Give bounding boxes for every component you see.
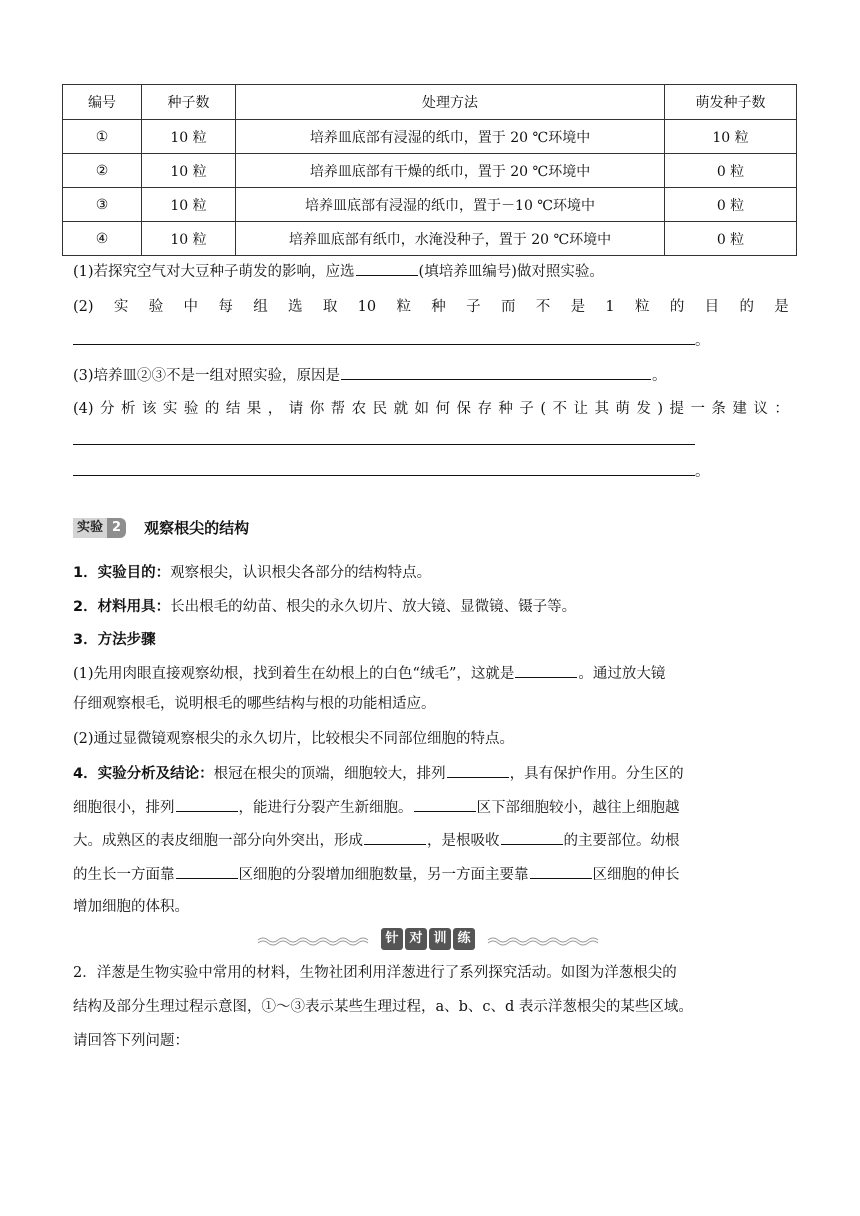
q4-token: (4) (73, 401, 94, 417)
seed-germination-table (62, 84, 797, 256)
question-3 (73, 365, 789, 386)
question-1 (73, 261, 789, 282)
cell-method: 培养皿底部有浸湿的纸巾，置于 20 ℃环境中 (236, 120, 665, 154)
steps-heading (73, 630, 789, 650)
q4-token: 验 (183, 401, 199, 417)
q4-token: 子 (519, 401, 534, 417)
cell-id: ③ (63, 188, 142, 222)
steps-label: 3．方法步骤 (73, 632, 156, 648)
q4-token: 如 (414, 401, 430, 417)
step-2-line (73, 729, 789, 749)
answer-blank (364, 830, 426, 845)
answer-blank (73, 430, 695, 445)
q2-token: 种 (431, 299, 446, 315)
q4-text (73, 399, 789, 419)
q2-token: 的 (669, 299, 685, 315)
period: 。 (695, 333, 710, 349)
q4-token: 让 (573, 401, 588, 417)
conclusion-line-2 (73, 797, 789, 818)
materials-text: 长出根毛的幼苗、根尖的永久切片、放大镜、显微镜、镊子等。 (170, 599, 577, 615)
q4-token: 保 (456, 401, 471, 417)
answer-blank (176, 864, 238, 879)
section-title: 观察根尖的结构 (144, 519, 250, 537)
period: 。 (652, 368, 667, 384)
q2-token: 子 (466, 299, 481, 315)
experiment-badge (73, 518, 126, 538)
q2-token: 实 (113, 299, 129, 315)
training-banner (258, 927, 598, 951)
question2-text: 2．洋葱是生物实验中常用的材料，生物社团利用洋葱进行了系列探究活动。如图为洋葱根尖的 (73, 965, 677, 981)
q4-token: 一 (690, 401, 705, 417)
q2-token: 取 (322, 299, 338, 315)
conclusion-line-4 (73, 864, 789, 885)
cell-germinated: 0 粒 (665, 188, 797, 222)
table-row (63, 120, 797, 154)
q2-token: 是 (774, 299, 789, 315)
conclusion-text: 区细胞的伸长 (592, 867, 680, 883)
conclusion-text: ，具有保护作用。分生区的 (509, 766, 684, 782)
q4-token: 析 (120, 401, 136, 417)
section-heading (73, 517, 249, 538)
q4-token: ， (267, 401, 283, 417)
q4-token: 议 (753, 401, 768, 417)
conclusion-text: 区细胞的分裂增加细胞数量，另一方面主要靠 (238, 867, 529, 883)
q4-token: 提 (669, 401, 684, 417)
conclusion-text: 根冠在根尖的顶端，细胞较大，排列 (213, 766, 446, 782)
q4-token: 存 (477, 401, 492, 417)
col-header-method: 处理方法 (236, 85, 665, 120)
answer-blank (501, 830, 563, 845)
q4-token: 条 (711, 401, 726, 417)
conclusion-text: ，能进行分裂产生新细胞。 (238, 800, 413, 816)
q4-token: 萌 (615, 401, 630, 417)
cell-germinated: 0 粒 (665, 154, 797, 188)
conclusion-text: 的主要部位。幼根 (563, 833, 680, 849)
q4-token: 实 (162, 401, 178, 417)
table-row (63, 222, 797, 256)
aim-line (73, 563, 789, 583)
q2-token: (2) (73, 299, 94, 315)
table-row (63, 154, 797, 188)
aim-text: 观察根尖，认识根尖各部分的结构特点。 (170, 565, 432, 581)
question2-text: 结构及部分生理过程示意图，①～③表示某些生理过程，a、b、c、d 表示洋葱根尖的某些区域。 (73, 999, 693, 1015)
cell-seeds: 10 粒 (142, 188, 236, 222)
q4-token: 该 (141, 401, 157, 417)
cell-method: 培养皿底部有纸巾，水淹没种子，置于 20 ℃环境中 (236, 222, 665, 256)
badge-text: 实验 (73, 518, 107, 538)
conclusion-text: 增加细胞的体积。 (73, 899, 189, 915)
cell-germinated: 10 粒 (665, 120, 797, 154)
q4-token: 结 (225, 401, 241, 417)
q2-token: 粒 (634, 299, 650, 315)
cell-id: ① (63, 120, 142, 154)
q4-token: ( (540, 401, 547, 417)
materials-line (73, 597, 789, 617)
cell-seeds: 10 粒 (142, 120, 236, 154)
q2-token: 粒 (396, 299, 411, 315)
question-2-answer-line (73, 330, 789, 351)
q1-text-a: (1)若探究空气对大豆种子萌发的影响，应选 (73, 264, 355, 280)
col-header-seeds: 种子数 (142, 85, 236, 120)
banner-title (381, 928, 475, 950)
conclusion-label: 4．实验分析及结论： (73, 766, 214, 782)
step-1-line-1 (73, 663, 789, 684)
answer-blank (447, 763, 509, 778)
conclusion-text: 细胞很小，排列 (73, 800, 175, 816)
cell-id: ② (63, 154, 142, 188)
q4-token: 发 (636, 401, 651, 417)
q4-token: 农 (351, 401, 367, 417)
q4-token: 的 (204, 401, 220, 417)
cell-seeds: 10 粒 (142, 222, 236, 256)
answer-blank (73, 461, 695, 476)
answer-blank (356, 261, 418, 276)
step-1-text-c: 仔细观察根毛，说明根毛的哪些结构与根的功能相适应。 (73, 696, 436, 712)
q2-token: 选 (288, 299, 303, 315)
question-2 (73, 297, 789, 317)
q2-token: 目 (704, 299, 720, 315)
q2-token: 中 (183, 299, 199, 315)
question-4-answer-line-2 (73, 461, 789, 482)
q4-token: 帮 (330, 401, 346, 417)
period: 。 (695, 464, 710, 480)
q2-token: 不 (535, 299, 551, 315)
q3-text: (3)培养皿②③不是一组对照实验，原因是 (73, 368, 341, 384)
question2-text: 请回答下列问题： (73, 1033, 189, 1049)
cell-id: ④ (63, 222, 142, 256)
q2-token: 10 (357, 299, 377, 315)
answer-blank (530, 864, 592, 879)
conclusion-line-3 (73, 830, 789, 851)
cell-method: 培养皿底部有浸湿的纸巾，置于－10 ℃环境中 (236, 188, 665, 222)
answer-blank (176, 797, 238, 812)
step-1-text-b: 。通过放大镜 (578, 666, 666, 682)
answer-blank (515, 663, 577, 678)
q2-token: 每 (218, 299, 233, 315)
answer-blank (341, 365, 651, 380)
q4-token: 请 (288, 401, 304, 417)
q4-token: 种 (498, 401, 513, 417)
conclusion-line-5 (73, 897, 789, 917)
q4-token: 不 (552, 401, 567, 417)
conclusion-text: 区下部细胞较小，越往上细胞越 (476, 800, 680, 816)
materials-label: 2．材料用具： (73, 599, 171, 615)
aim-label: 1．实验目的： (73, 565, 171, 581)
banner-char: 训 (429, 928, 451, 950)
cell-seeds: 10 粒 (142, 154, 236, 188)
banner-char: 针 (381, 928, 403, 950)
banner-char: 对 (405, 928, 427, 950)
q2-token: 组 (253, 299, 268, 315)
conclusion-line-1 (73, 763, 789, 784)
q4-token: 何 (435, 401, 451, 417)
step-2-text: (2)通过显微镜观察根尖的永久切片，比较根尖不同部位细胞的特点。 (73, 731, 515, 747)
conclusion-text: ，是根吸收 (427, 833, 500, 849)
q4-token: 建 (732, 401, 747, 417)
cell-method: 培养皿底部有干燥的纸巾，置于 20 ℃环境中 (236, 154, 665, 188)
q2-token: 的 (739, 299, 754, 315)
question-4-answer-line-1 (73, 430, 789, 451)
q4-token: 其 (594, 401, 609, 417)
q4-token: ) (657, 401, 664, 417)
question2-line-3 (73, 1031, 789, 1051)
q4-token: 分 (100, 401, 115, 417)
q4-token: 民 (372, 401, 388, 417)
q4-token: 果 (246, 401, 262, 417)
q2-token: 是 (570, 299, 586, 315)
q4-token: ： (774, 401, 789, 417)
question2-line-2 (73, 997, 789, 1017)
col-header-germinated: 萌发种子数 (665, 85, 797, 120)
step-1-text-a: (1)先用肉眼直接观察幼根，找到着生在幼根上的白色“绒毛”，这就是 (73, 666, 515, 682)
cell-germinated: 0 粒 (665, 222, 797, 256)
step-1-line-2 (73, 694, 789, 714)
q2-token: 验 (148, 299, 164, 315)
conclusion-text: 大。成熟区的表皮细胞一部分向外突出，形成 (73, 833, 363, 849)
conclusion-text: 的生长一方面靠 (73, 867, 175, 883)
answer-blank (414, 797, 476, 812)
q4-token: 你 (309, 401, 325, 417)
q2-token: 而 (500, 299, 516, 315)
answer-blank (73, 330, 695, 345)
q2-text (73, 297, 789, 317)
q1-text-b: (填培养皿编号)做对照实验。 (418, 264, 604, 280)
badge-number: 2 (107, 518, 126, 538)
q4-token: 就 (393, 401, 409, 417)
q2-token: 1 (605, 299, 615, 315)
table-header-row (63, 85, 797, 120)
question2-line-1 (73, 963, 789, 983)
question-4 (73, 399, 789, 419)
banner-char: 练 (453, 928, 475, 950)
col-header-id: 编号 (63, 85, 142, 120)
table-row (63, 188, 797, 222)
